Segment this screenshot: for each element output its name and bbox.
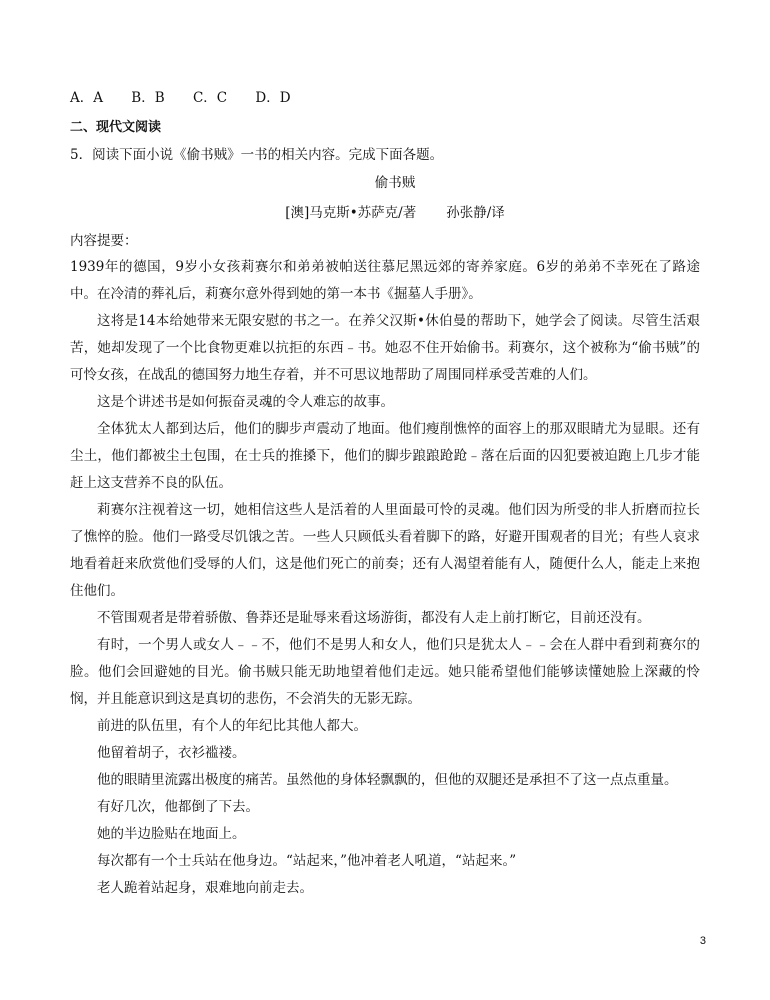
question-prompt: 5．阅读下面小说《偷书贼》一书的相关内容。完成下面各题。 (70, 147, 444, 163)
section-heading: 二、现代文阅读 (70, 120, 162, 135)
translator: 孙张静/译 (446, 205, 505, 221)
paragraph: 老人跪着站起身，艰难地向前走去。 (97, 880, 313, 896)
paragraph: 他的眼睛里流露出极度的痛苦。虽然他的身体轻飘飘的，但他的双腿还是承担不了这一点点重量。 (97, 772, 678, 788)
paragraph: 1939年的德国，9岁小女孩莉赛尔和弟弟被帕送往慕尼黑远郊的寄养家庭。6岁的弟弟不幸死在了路途中。在冷清的葬礼后，莉赛尔意外得到她的第一本书《掘墓人手册》。 (70, 259, 700, 302)
paragraph: 这是个讲述书是如何振奋灵魂的令人难忘的故事。 (97, 394, 394, 410)
paragraph: 莉赛尔注视着这一切，她相信这些人是活着的人里面最可怜的灵魂。他们因为所受的非人折磨而拉长了憔悴的脸。他们一路受尽饥饿之苦。一些人只顾低头看着脚下的路，好避开围观者的目光；有些人哀求地看着赶来欣赏他们受辱的人们，这是他们死亡的前奏；还有人渴望着能有人，随便什么人，能走上来抱住他们。 (70, 502, 700, 599)
paragraph: 他留着胡子，衣衫褴褛。 (97, 745, 246, 761)
paragraph: 前进的队伍里，有个人的年纪比其他人都大。 (97, 718, 367, 734)
book-title: 偷书贼 (374, 175, 416, 191)
summary-label: 内容提要： (70, 233, 138, 249)
paragraph: 有好几次，他都倒了下去。 (97, 799, 259, 815)
paragraph: 每次都有一个士兵站在他身边。“站起来，”他冲着老人吼道，“站起来。” (97, 853, 517, 869)
option-c: C．C (192, 90, 228, 106)
author: [澳]马克斯•苏萨克/著 (285, 205, 417, 221)
paragraph: 这将是14本给她带来无限安慰的书之一。在养父汉斯•休伯曼的帮助下，她学会了阅读。尽管生活艰苦，她却发现了一个比食物更难以抗拒的东西﹣书。她忍不住开始偷书。莉赛尔，这个被称为“偷书贼”的可怜女孩，在战乱的德国努力地生存着，并不可思议地帮助了周围同样承受苦难的人们。 (70, 313, 700, 383)
paragraph: 有时，一个男人或女人﹣﹣不，他们不是男人和女人，他们只是犹太人﹣﹣会在人群中看到莉赛尔的脸。他们会回避她的目光。偷书贼只能无助地望着他们走远。她只能希望他们能够读懂她脸上深藏的怜悯，并且能意识到这是真切的悲伤，不会消失的无影无踪。 (70, 637, 700, 707)
author-line (10, 203, 770, 223)
option-b: B．B (131, 90, 165, 106)
option-a: A．A (70, 90, 103, 106)
page-number: 3 (699, 935, 706, 947)
paragraph: 全体犹太人都到达后，他们的脚步声震动了地面。他们瘦削憔悴的面容上的那双眼睛尤为显眼。还有尘土，他们都被尘土包围，在士兵的推搡下，他们的脚步踉踉跄跄﹣落在后面的囚犯要被迫跑上几步才能赶上这支营养不良的队伍。 (70, 421, 700, 491)
paragraph: 她的半边脸贴在地面上。 (97, 826, 246, 842)
answer-options (70, 88, 770, 108)
paragraph: 不管围观者是带着骄傲、鲁莽还是耻辱来看这场游街，都没有人走上前打断它，目前还没有。 (97, 610, 651, 626)
option-d: D．D (255, 90, 291, 106)
